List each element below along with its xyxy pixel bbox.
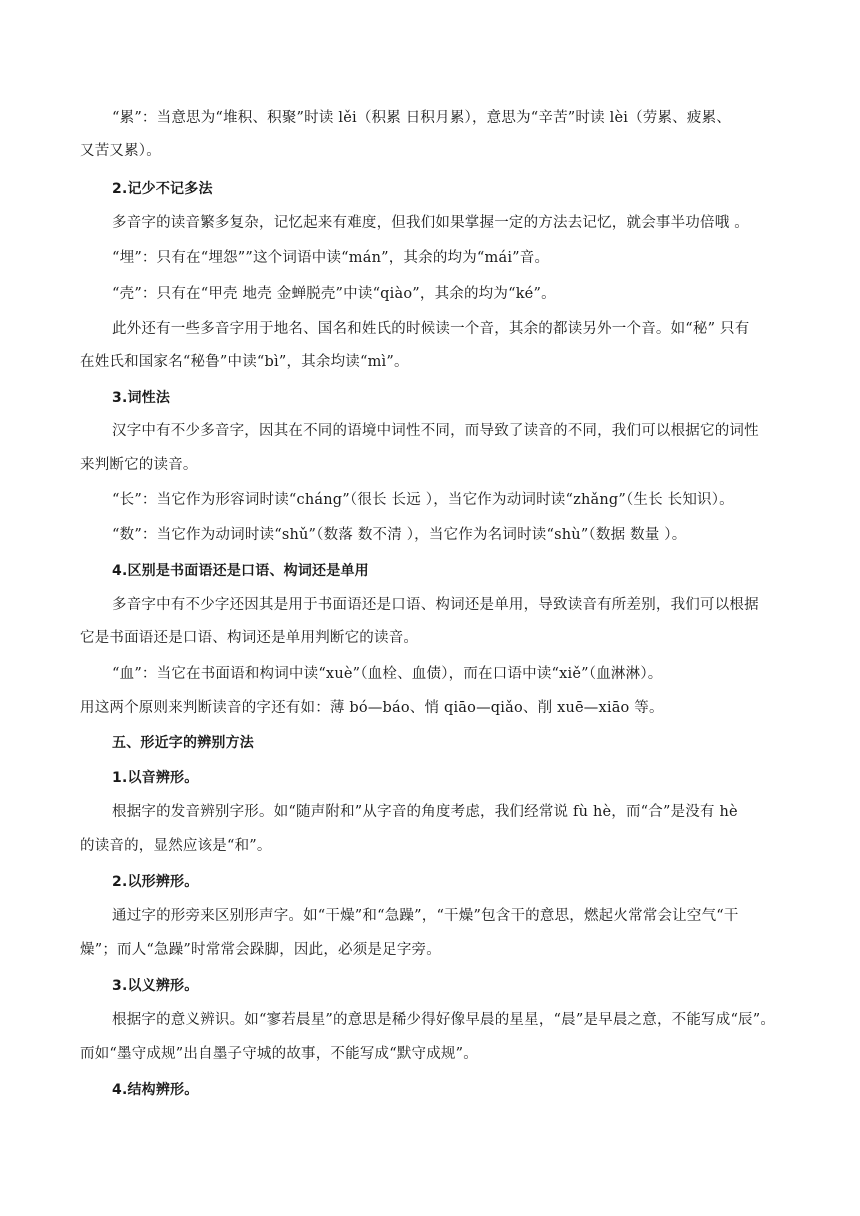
paragraph-line: “数”：当它作为动词时读“shǔ”（数落 数不清 ），当它作为名词时读“shù”（数据 数量 ）。 xyxy=(112,527,687,543)
paragraph-line: 而如“墨守成规”出自墨子守城的故事，不能写成“默守成规”。 xyxy=(80,1046,478,1062)
section-heading: 五、形近字的辨别方法 xyxy=(112,735,254,751)
paragraph-line: 用这两个原则来判断读音的字还有如：薄 bó—báo、悄 qiāo—qiǎo、削 xuē—xiāo 等。 xyxy=(80,700,664,716)
paragraph-line: 在姓氏和国家名“秘鲁”中读“bì”，其余均读“mì”。 xyxy=(80,354,409,370)
section-heading: 1.以音辨形。 xyxy=(112,770,199,786)
paragraph-line: 多音字中有不少字还因其是用于书面语还是口语、构词还是单用，导致读音有所差别，我们可以根据 xyxy=(112,597,759,613)
section-heading: 4.结构辨形。 xyxy=(112,1082,199,1098)
paragraph-line: 燥”；而人“急躁”时常常会跺脚，因此，必须是足字旁。 xyxy=(80,942,441,958)
paragraph-line: 它是书面语还是口语、构词还是单用判断它的读音。 xyxy=(80,630,419,646)
paragraph-line: 根据字的意义辨识。如“寥若晨星”的意思是稀少得好像早晨的星星，“晨”是早晨之意，不能写成“辰”。 xyxy=(112,1012,776,1028)
section-heading: 3.词性法 xyxy=(112,390,171,406)
section-heading: 2.记少不记多法 xyxy=(112,181,213,197)
section-heading: 2.以形辨形。 xyxy=(112,874,199,890)
paragraph-line: “累”：当意思为“堆积、积聚”时读 lěi（积累 日积月累），意思为“辛苦”时读 lèi（劳累、疲累、 xyxy=(112,110,731,126)
paragraph-line: “埋”：只有在“埋怨””这个词语中读“mán”，其余的均为“mái”音。 xyxy=(112,250,550,266)
section-heading: 4.区别是书面语还是口语、构词还是单用 xyxy=(112,563,369,579)
paragraph-line: 又苦又累）。 xyxy=(80,143,161,159)
paragraph-line: “壳”：只有在“甲壳 地壳 金蝉脱壳”中读“qiào”，其余的均为“ké”。 xyxy=(112,286,556,302)
paragraph-line: “血”：当它在书面语和构词中读“xuè”（血栓、血债），而在口语中读“xiě”（血淋淋）。 xyxy=(112,666,663,682)
paragraph-line: 通过字的形旁来区别形声字。如“干燥”和“急躁”，“干燥”包含干的意思，燃起火常常会让空气“干 xyxy=(112,908,739,924)
section-heading: 3.以义辨形。 xyxy=(112,978,199,994)
paragraph-line: 多音字的读音繁多复杂，记忆起来有难度，但我们如果掌握一定的方法去记忆，就会事半功倍哦 。 xyxy=(112,215,749,231)
paragraph-line: “长”：当它作为形容词时读“cháng”（很长 长远 ），当它作为动词时读“zhǎng”（生长 长知识）。 xyxy=(112,492,734,508)
paragraph-line: 此外还有一些多音字用于地名、国名和姓氏的时候读一个音，其余的都读另外一个音。如“秘” 只有 xyxy=(112,321,750,337)
paragraph-line: 来判断它的读音。 xyxy=(80,457,198,473)
paragraph-line: 根据字的发音辨别字形。如“随声附和”从字音的角度考虑，我们经常说 fù hè，而“合”是没有 hè xyxy=(112,804,738,820)
paragraph-line: 汉字中有不少多音字，因其在不同的语境中词性不同，而导致了读音的不同，我们可以根据它的词性 xyxy=(112,423,759,439)
paragraph-line: 的读音的，显然应该是“和”。 xyxy=(80,838,272,854)
